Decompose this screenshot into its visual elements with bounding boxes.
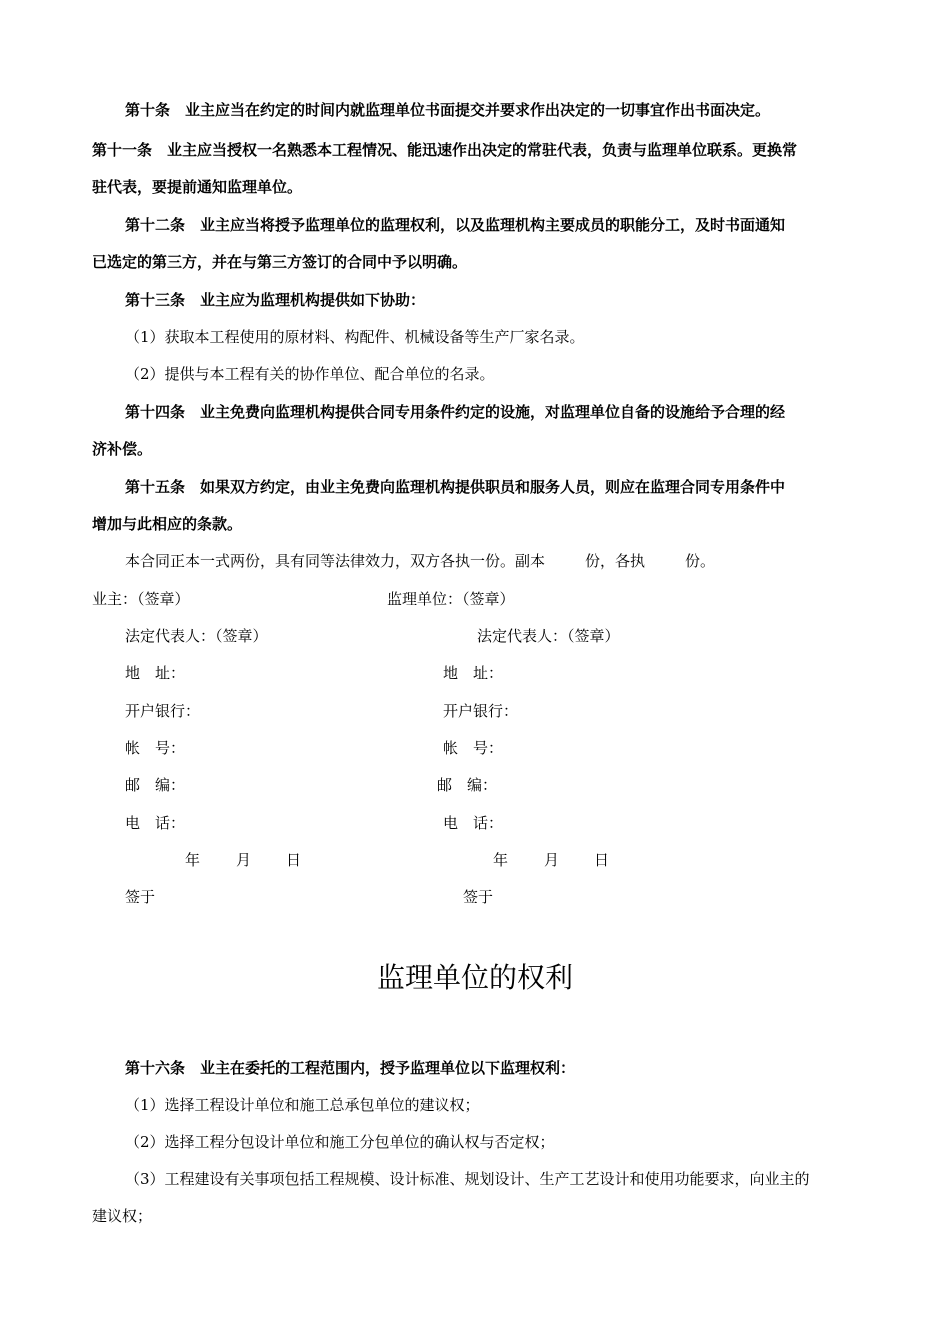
article-16-item-3-line-1: （3）工程建设有关事项包括工程规模、设计标准、规划设计、生产工艺设计和使用功能要求，向业主的 [125,1170,810,1188]
supervisor-phone: 电 话： [443,814,504,832]
owner-day: 日 [286,851,302,869]
article-12-line-2: 已选定的第三方，并在与第三方签订的合同中予以明确。 [92,253,468,271]
article-15-line-2: 增加与此相应的条款。 [92,515,243,533]
owner-year: 年 [185,851,201,869]
article-14-line-1: 第十四条 业主免费向监理机构提供合同专用条件约定的设施，对监理单位自备的设施给予合理的经 [125,403,786,421]
article-13-item-2: （2）提供与本工程有关的协作单位、配合单位的名录。 [125,365,495,383]
supervisor-address: 地 址： [443,664,504,682]
article-16-item-2: （2）选择工程分包设计单位和施工分包单位的确认权与否定权； [125,1133,555,1151]
article-11-line-1: 第十一条 业主应当授权一名熟悉本工程情况、能迅速作出决定的常驻代表，负责与监理单位联系。更换常 [92,141,798,159]
section-title: 监理单位的权利 [376,961,573,994]
supervisor-seal-label: 监理单位：（签章） [387,590,515,608]
article-12-line-1: 第十二条 业主应当将授予监理单位的监理权利，以及监理机构主要成员的职能分工，及时书面通知 [125,216,786,234]
owner-seal-label: 业主：（签章） [92,590,190,608]
owner-bank: 开户银行： [125,702,201,720]
owner-phone: 电 话： [125,814,186,832]
article-13: 第十三条 业主应为监理机构提供如下协助： [125,291,426,309]
supervisor-legal-rep: 法定代表人：（签章） [477,627,620,645]
copies-text-1: 本合同正本一式两份，具有同等法律效力，双方各执一份。副本 [125,552,546,570]
supervisor-account: 帐 号： [443,739,504,757]
article-13-item-1: （1）获取本工程使用的原材料、构配件、机械设备等生产厂家名录。 [125,328,585,346]
supervisor-month: 月 [544,851,560,869]
owner-address: 地 址： [125,664,186,682]
supervisor-year: 年 [493,851,509,869]
supervisor-bank: 开户银行： [443,702,519,720]
article-16-item-3-line-2: 建议权； [92,1207,153,1225]
copies-text-3: 份。 [685,552,716,570]
supervisor-day: 日 [594,851,610,869]
owner-signed-at: 签于 [125,888,156,906]
owner-account: 帐 号： [125,739,186,757]
article-15-line-1: 第十五条 如果双方约定，由业主免费向监理机构提供职员和服务人员，则应在监理合同专用条件中 [125,478,786,496]
article-16-item-1: （1）选择工程设计单位和施工总承包单位的建议权； [125,1096,480,1114]
copies-text-2: 份，各执 [585,552,646,570]
article-14-line-2: 济补偿。 [92,440,153,458]
copies-statement [125,551,715,571]
supervisor-postcode: 邮 编： [437,776,498,794]
article-11-line-2: 驻代表，要提前通知监理单位。 [92,178,303,196]
owner-legal-rep: 法定代表人：（签章） [125,627,268,645]
owner-postcode: 邮 编： [125,776,186,794]
owner-month: 月 [236,851,252,869]
article-16: 第十六条 业主在委托的工程范围内，授予监理单位以下监理权利： [125,1059,576,1077]
supervisor-signed-at: 签于 [463,888,494,906]
article-10: 第十条 业主应当在约定的时间内就监理单位书面提交并要求作出决定的一切事宜作出书面决定。 [125,101,771,119]
